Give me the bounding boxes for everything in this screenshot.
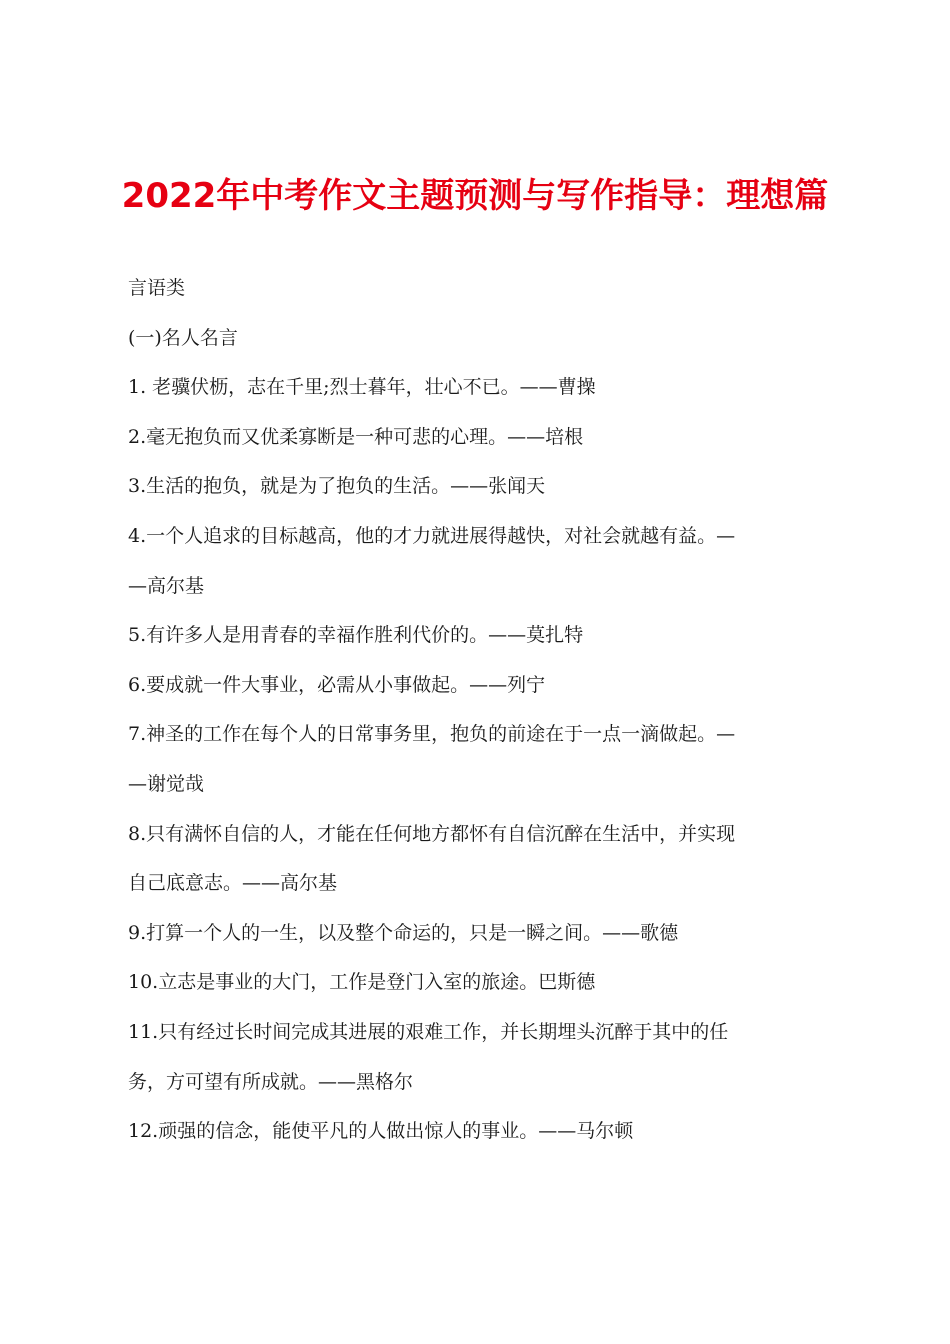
quote-line: 6.要成就一件大事业，必需从小事做起。——列宁 [128,673,546,696]
quote-line: 11.只有经过长时间完成其进展的艰难工作，并长期埋头沉醉于其中的任 [128,1020,729,1043]
quote-line: 9.打算一个人的一生，以及整个命运的，只是一瞬之间。——歌德 [128,921,679,944]
quote-line: 1. 老骥伏枥，志在千里;烈士暮年，壮心不已。——曹操 [128,376,596,399]
quote-line: 2.毫无抱负而又优柔寡断是一种可悲的心理。——培根 [128,425,584,448]
quote-line: 自己底意志。——高尔基 [128,872,338,895]
quote-line: 4.一个人追求的目标越高，他的才力就进展得越快，对社会就越有益。— [128,524,736,547]
quote-line: 务，方可望有所成就。——黑格尔 [128,1070,414,1093]
quote-line: 10.立志是事业的大门，工作是登门入室的旅途。巴斯德 [128,971,596,994]
quote-line: —谢觉哉 [128,772,205,795]
category-heading: 言语类 [128,277,186,299]
quote-line: 12.顽强的信念，能使平凡的人做出惊人的事业。——马尔顿 [128,1120,634,1143]
section-heading: (一)名人名言 [128,326,238,349]
quote-line: 8.只有满怀自信的人，才能在任何地方都怀有自信沉醉在生活中，并实现 [128,822,736,845]
document-title: 2022年中考作文主题预测与写作指导：理想篇 [121,176,829,216]
quote-line: —高尔基 [128,574,205,597]
quote-line: 7.神圣的工作在每个人的日常事务里，抱负的前途在于一点一滴做起。— [128,723,736,746]
quote-line: 3.生活的抱负，就是为了抱负的生活。——张闻天 [128,475,546,498]
document-body [128,264,838,1157]
quote-line: 5.有许多人是用青春的幸福作胜利代价的。——莫扎特 [128,624,584,647]
